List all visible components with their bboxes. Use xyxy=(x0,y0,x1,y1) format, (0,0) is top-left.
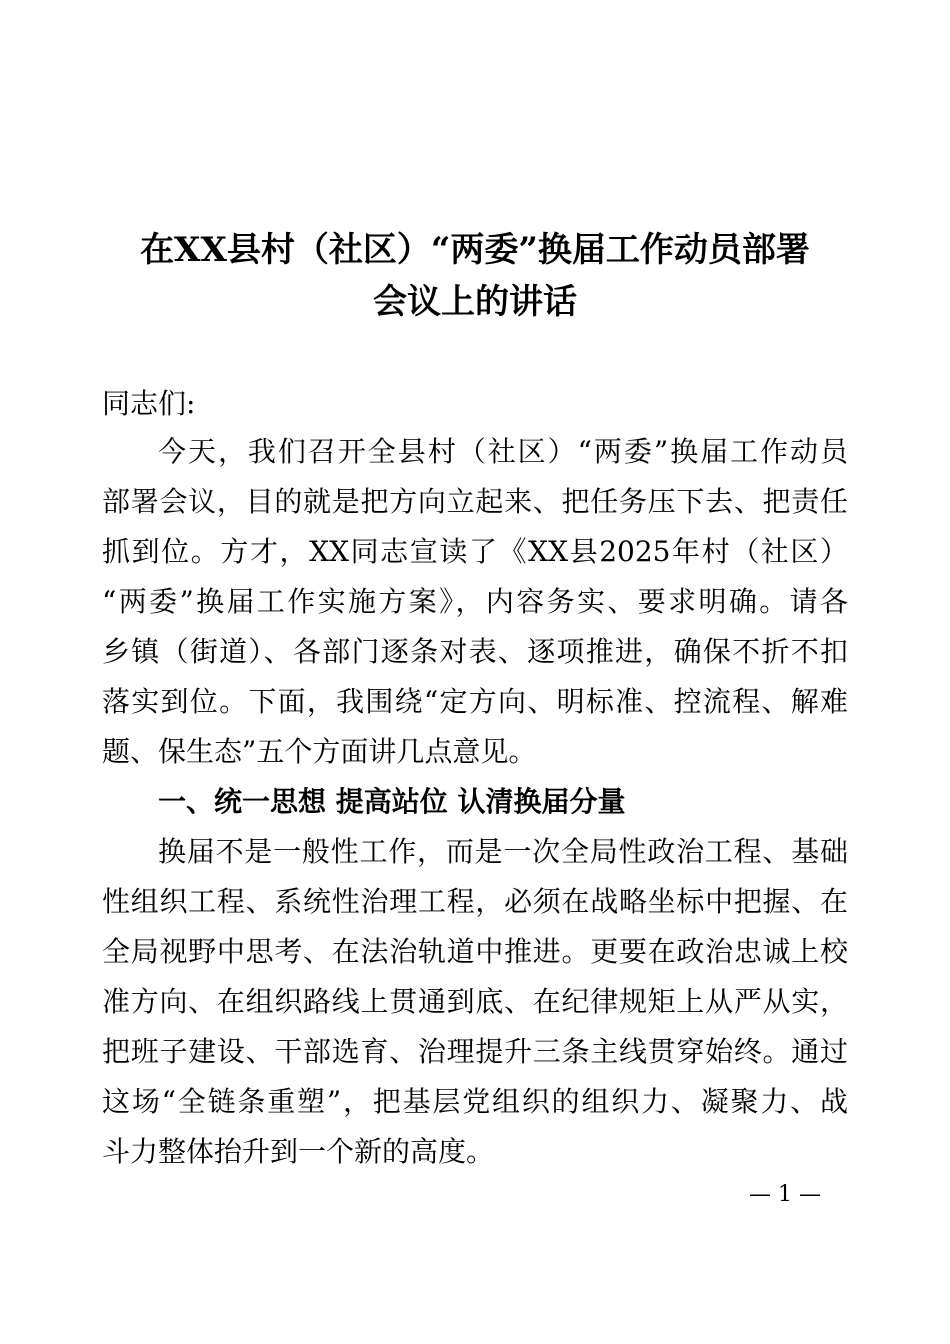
document-title-line-1: 在XX县村（社区）“两委”换届工作动员部署 xyxy=(140,230,810,270)
section-1-heading: 一、统一思想 提高站位 认清换届分量 xyxy=(158,785,626,818)
page-number: — 1 — xyxy=(749,1182,821,1207)
paragraph-2-line: 把班子建设、干部选育、治理提升三条主线贯穿始终。通过 xyxy=(102,1035,848,1068)
paragraph-1-line: 抓到位。方才，XX同志宣读了《XX县2025年村（社区） xyxy=(102,535,848,568)
paragraph-2-line: 换届不是一般性工作，而是一次全局性政治工程、基础 xyxy=(158,835,848,868)
paragraph-1-line: 乡镇（街道）、各部门逐条对表、逐项推进，确保不折不扣 xyxy=(102,635,848,668)
paragraph-2-line: 性组织工程、系统性治理工程，必须在战略坐标中把握、在 xyxy=(102,885,848,918)
paragraph-2-line: 斗力整体抬升到一个新的高度。 xyxy=(102,1135,495,1168)
salutation: 同志们: xyxy=(102,387,196,420)
paragraph-1-line: 题、保生态”五个方面讲几点意见。 xyxy=(102,735,537,768)
paragraph-2-line: 这场“全链条重塑”，把基层党组织的组织力、凝聚力、战 xyxy=(102,1085,848,1118)
paragraph-1-line: “两委”换届工作实施方案》，内容务实、要求明确。请各 xyxy=(102,585,848,618)
paragraph-1-line: 落实到位。下面，我围绕“定方向、明标准、控流程、解难 xyxy=(102,685,848,718)
paragraph-2-line: 全局视野中思考、在法治轨道中推进。更要在政治忠诚上校 xyxy=(102,935,848,968)
paragraph-1-line: 今天，我们召开全县村（社区）“两委”换届工作动员 xyxy=(158,435,848,468)
paragraph-2-line: 准方向、在组织路线上贯通到底、在纪律规矩上从严从实， xyxy=(102,985,848,1018)
paragraph-1-line: 部署会议，目的就是把方向立起来、把任务压下去、把责任 xyxy=(102,485,848,518)
document-title-line-2: 会议上的讲话 xyxy=(373,282,577,322)
